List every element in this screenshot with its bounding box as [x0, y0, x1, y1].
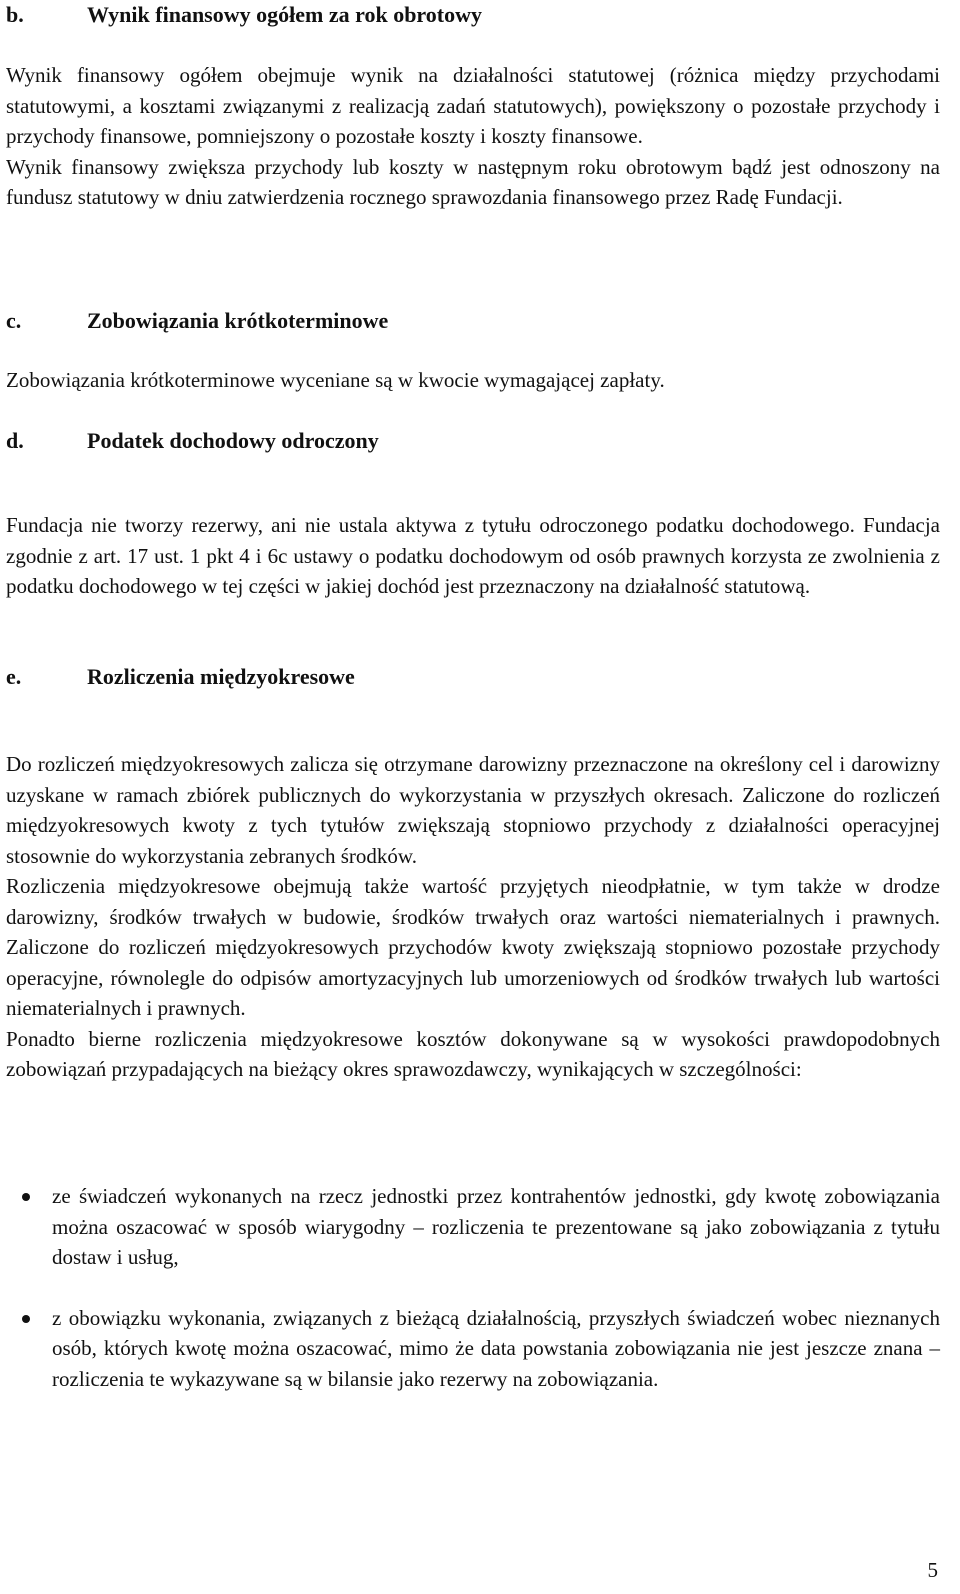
paragraph: Fundacja nie tworzy rezerwy, ani nie ustala aktywa z tytułu odroczonego podatku dochodowego. Fundacja zgodnie z art. 17 ust. 1 pkt 4 i 6c ustawy o podatku dochodowym od osób prawnych korzysta ze zwolnienia z podatku dochodowego w tej części w jakiej dochód jest przeznaczony na działalność statutową.: [6, 513, 940, 598]
section-heading-c: [6, 308, 388, 334]
paragraph: Rozliczenia międzyokresowe obejmują także wartość przyjętych nieodpłatnie, w tym także w drodze darowizny, środków trwałych w budowie, środków trwałych oraz wartości niematerialnych i prawnych. Zaliczone do rozliczeń międzyokresowych przychodów kwoty zwiększają stopniowo pozostałe przychody operacyjne, równolegle do odpisów amortyzacyjnych lub umorzeniowych od środków trwałych lub wartości niematerialnych i prawnych.: [6, 874, 940, 1020]
section-body-d: [6, 510, 940, 602]
list-item: [6, 1181, 940, 1273]
list-item: [6, 1303, 940, 1395]
section-body-b: [6, 60, 940, 213]
section-title-e: Rozliczenia międzyokresowe: [87, 664, 355, 689]
section-letter-c: c.: [6, 308, 22, 333]
section-body-c: [6, 365, 940, 396]
section-title-b: Wynik finansowy ogółem za rok obrotowy: [87, 2, 483, 27]
section-letter-d: d.: [6, 428, 24, 453]
section-letter-e: e.: [6, 664, 22, 689]
section-title-c: Zobowiązania krótkoterminowe: [87, 308, 389, 333]
section-heading-b: [6, 2, 482, 28]
paragraph: Ponadto bierne rozliczenia międzyokresowe kosztów dokonywane są w wysokości prawdopodobnych zobowiązań przypadających na bieżący okres sprawozdawczy, wynikających w szczególności:: [6, 1026, 940, 1081]
section-letter-b: b.: [6, 2, 24, 27]
paragraph: Do rozliczeń międzyokresowych zalicza się otrzymane darowizny przeznaczone na określony cel i darowizny uzyskane w ramach zbiórek publicznych do wykorzystania w przyszłych okresach. Zaliczone do rozliczeń międzyokresowych kwoty z tych tytułów zwiększają stopniowo przychody z działalności operacyjnej stosownie do wykorzystania zebranych środków.: [6, 752, 940, 868]
bullet-icon: [22, 1315, 30, 1323]
section-heading-e: [6, 664, 355, 690]
section-heading-d: [6, 428, 379, 454]
section-title-d: Podatek dochodowy odroczony: [87, 428, 379, 453]
bullet-icon: [22, 1193, 30, 1201]
page-number: 5: [927, 1558, 938, 1582]
paragraph: Wynik finansowy zwiększa przychody lub koszty w następnym roku obrotowym bądź jest odnoszony na fundusz statutowy w dniu zatwierdzenia rocznego sprawozdania finansowego przez Radę Fundacji.: [6, 154, 940, 209]
bullet-list: [6, 1181, 940, 1394]
list-item-text: ze świadczeń wykonanych na rzecz jednostki przez kontrahentów jednostki, gdy kwotę zobowiązania można oszacować w sposób wiarygodny – rozliczenia te prezentowane są jako zobowiązania z tytułu dostaw i usług,: [52, 1184, 940, 1269]
list-item-text: z obowiązku wykonania, związanych z bieżącą działalnością, przyszłych świadczeń wobec nieznanych osób, których kwotę można oszacować, mimo że data powstania zobowiązania nie jest jeszcze znana – rozliczenia te wykazywane są w bilansie jako rezerwy na zobowiązania.: [52, 1305, 940, 1391]
paragraph: Wynik finansowy ogółem obejmuje wynik na działalności statutowej (różnica między przychodami statutowymi, a kosztami związanymi z realizacją zadań statutowych), powiększony o pozostałe przychody i przychody finansowe, pomniejszony o pozostałe koszty i koszty finansowe.: [6, 63, 940, 148]
paragraph: Zobowiązania krótkoterminowe wyceniane są w kwocie wymagającej zapłaty.: [6, 368, 665, 392]
section-body-e: [6, 749, 940, 1085]
